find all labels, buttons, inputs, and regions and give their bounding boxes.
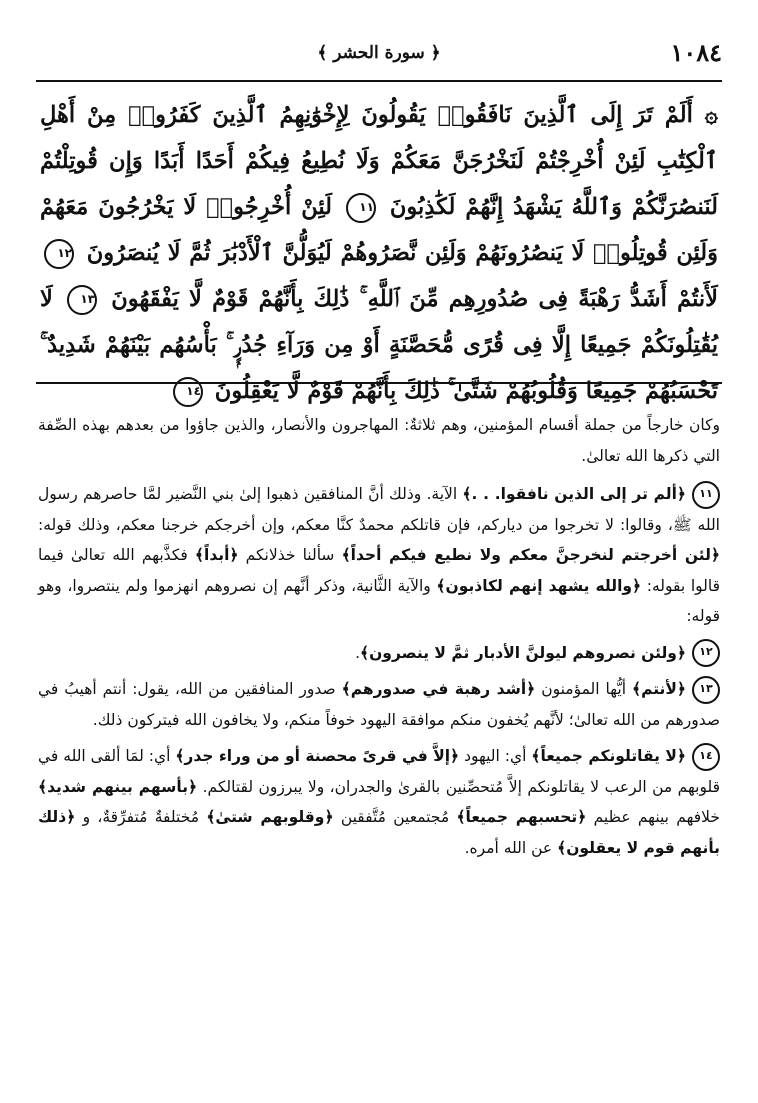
verse-number-badge: ١٣ xyxy=(692,676,720,704)
quoted-verse: ﴿لأنتم﴾ xyxy=(631,680,686,698)
ayah-text: لَئِنْ أُخْرِجُوا۟ لَا يَخْرُجُونَ مَعَهُمْ وَلَئِن قُوتِلُوا۟ لَا يَنصُرُونَهُمْ وَلَئِن نَّصَرُوهُمْ لَيُوَلُّنَّ ٱلْأَدْبَٰرَ ثُمَّ لَا يُنصَرُونَ xyxy=(40,194,718,266)
quoted-verse: ﴿لئن أخرجتم لنخرجنَّ معكم ولا نطيع فيكم أحداً﴾ xyxy=(341,546,720,564)
quran-text-block xyxy=(40,92,718,404)
quoted-verse: ﴿تحسبهم جميعاً﴾ xyxy=(456,808,587,826)
commentary-text: صدور المنافقين من الله، يقول: أنتم أهيبُ في صدورهم من الله تعالىٰ؛ لأنَّهم يُخفون منكم موافقة اليهود خوفاً منكم، ولا يخافون الله فيتركون ذلك. xyxy=(38,680,720,729)
surah-title: ﴿ سورة الحشر ﴾ xyxy=(317,43,441,63)
commentary-text: سألنا خذلانكم xyxy=(238,546,342,564)
commentary-section xyxy=(38,410,720,1083)
ayah-text: لَا يُقَٰتِلُونَكُمْ جَمِيعًا إِلَّا فِى قُرًى مُّحَصَّنَةٍ أَوْ مِن وَرَآءِ جُدُرٍۭ ۚ بَأْسُهُم بَيْنَهُمْ شَدِيدٌ ۚ تَحْسَبُهُمْ جَمِيعًا وَقُلُوبُهُمْ شَتَّىٰ ۚ ذَٰلِكَ بِأَنَّهُمْ قَوْمٌ لَّا يَعْقِلُونَ xyxy=(40,286,718,404)
commentary-text: . xyxy=(355,643,360,662)
quoted-verse: ﴿إلاَّ في قرىً محصنة أو من وراء جدر﴾ xyxy=(175,747,460,765)
commentary-text: مُختلفةٌ مُتفرِّقةٌ، و xyxy=(75,808,207,826)
quran-divider xyxy=(36,382,722,384)
ayah-number-marker: ١١ xyxy=(346,193,376,223)
ayah-text: لَأَنتُمْ أَشَدُّ رَهْبَةً فِى صُدُورِهِم مِّنَ ٱللَّهِ ۚ ذَٰلِكَ بِأَنَّهُمْ قَوْمٌ لَّا يَفْقَهُونَ xyxy=(111,286,718,312)
commentary-text: أي: اليهود xyxy=(459,747,532,765)
ayah-text: ۞ أَلَمْ تَرَ إِلَى ٱلَّذِينَ نَافَقُوا۟ يَقُولُونَ لِإِخْوَٰنِهِمُ ٱلَّذِينَ كَفَرُوا۟ مِنْ أَهْلِ ٱلْكِتَٰبِ لَئِنْ أُخْرِجْتُمْ لَنَخْرُجَنَّ مَعَكُمْ وَلَا نُطِيعُ فِيكُمْ أَحَدًا أَبَدًا وَإِن قُوتِلْتُمْ لَنَنصُرَنَّكُمْ وَٱللَّهُ يَشْهَدُ إِنَّهُمْ لَكَٰذِبُونَ xyxy=(40,102,718,220)
quoted-verse: ﴿لا يقاتلونكم جميعاً﴾ xyxy=(531,747,686,765)
ayah-number-marker: ١٢ xyxy=(44,239,74,269)
quoted-verse: ﴿والله يشهد إنهم لكاذبون﴾ xyxy=(436,576,642,595)
quoted-verse: ﴿ألم تر إلى الذين نافقوا. . .﴾ xyxy=(462,485,686,503)
commentary-text: عن الله أمره. xyxy=(464,838,558,857)
ayah-number-marker: ١٣ xyxy=(67,285,97,315)
verse-number-badge: ١١ xyxy=(692,481,720,509)
commentary-text: أي: لمَا ألقى الله في قلوبهم من الرعب لا يقاتلونكم إلاَّ مُتحصِّنين بالقرىٰ والجدران، ولا يبرزون لقتالكم. xyxy=(38,747,720,796)
commentary-paragraph-11 xyxy=(38,479,720,632)
quoted-verse: ﴿ولئن نصروهم ليولنَّ الأدبار ثمَّ لا ينصرون﴾ xyxy=(360,643,686,662)
page-number: ١٠٨٤ xyxy=(670,38,722,67)
commentary-text: خلافهم بينهم عظيم xyxy=(586,808,720,826)
ayah-number-marker: ١٤ xyxy=(173,377,203,407)
quoted-verse: ﴿وقلوبهم شتىٰ﴾ xyxy=(206,808,334,826)
commentary-text: والآية الثَّانية، وذكر أنَّهم إن نصروهم انهزموا ولم ينتصروا، وهو قوله: xyxy=(38,576,720,625)
quoted-verse: ﴿أشد رهبة في صدورهم﴾ xyxy=(341,680,536,698)
quoted-verse: ﴿بأسهم بينهم شديد﴾ xyxy=(38,777,198,796)
verse-number-badge: ١٤ xyxy=(692,743,720,771)
quoted-verse: ﴿ذلك بأنهم قوم لا يعقلون﴾ xyxy=(38,808,720,857)
commentary-paragraph-13 xyxy=(38,674,720,735)
page-header xyxy=(36,36,722,76)
commentary-paragraph-12 xyxy=(38,638,720,669)
commentary-text: فكذَّبهم الله تعالىٰ فيما قالوا بقوله: xyxy=(38,546,720,595)
commentary-text: الآية. وذلك أنَّ المنافقين ذهبوا إلىٰ بني النَّضير لمَّا حاصرهم رسول الله ﷺ، وقالوا: لا تخرجوا من دياركم، فإن قاتلكم محمدٌ كنَّا معكم، وإن أخرجكم خرجنا معكم، وذلك قوله: xyxy=(38,485,720,534)
commentary-paragraph-14 xyxy=(38,741,720,863)
intro-paragraph: وكان خارجاً من جملة أقسام المؤمنين، وهم ثلاثةٌ: المهاجرون والأنصار، والذين جاؤوا من بعدهم بهذه الصِّفة التي ذكرها الله تعالىٰ. xyxy=(38,416,720,465)
header-divider xyxy=(36,80,722,82)
commentary-text: مُجتمعين مُتَّفقين xyxy=(333,808,457,826)
commentary-text: أيُّها المؤمنون xyxy=(535,680,632,698)
verse-number-badge: ١٢ xyxy=(692,639,720,667)
quoted-verse: ﴿أبداً﴾ xyxy=(194,546,239,564)
